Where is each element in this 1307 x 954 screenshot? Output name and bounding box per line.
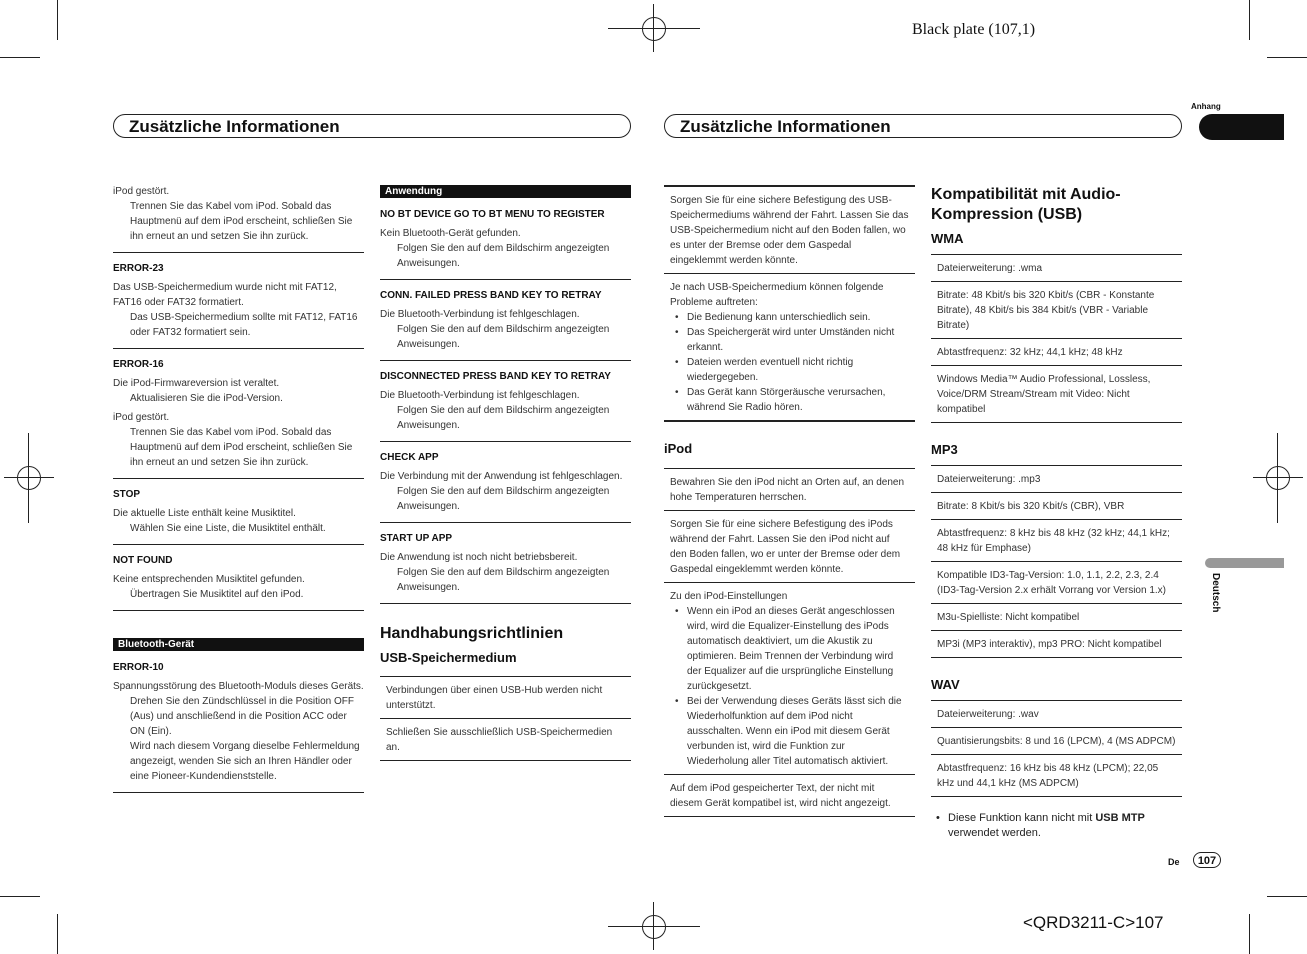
mp3-spec: Kompatible ID3-Tag-Version: 1.0, 1.1, 2.2, 2.3, 2.4 (ID3-Tag-Version 2.x erhält Vorrang vor Version 1.x) <box>931 561 1182 603</box>
error-fix: Folgen Sie den auf dem Bildschirm angezeigten Anweisungen. <box>397 324 610 350</box>
registration-line <box>608 28 700 29</box>
wav-spec: Quantisierungsbits: 8 und 16 (LPCM), 4 (MS ADPCM) <box>931 727 1182 754</box>
compat-heading: Kompatibilität mit Audio-Kompression (USB) <box>931 186 1121 223</box>
error-cause: Keine entsprechenden Musiktitel gefunden. <box>113 574 305 585</box>
registration-mark-right <box>1266 466 1290 490</box>
error-fix: Folgen Sie den auf dem Bildschirm angezeigten Anweisungen. <box>397 243 610 269</box>
usb-note: Sorgen Sie für eine sichere Befestigung des USB-Speichermediums während der Fahrt. Lassen Sie das USB-Speichermedium nicht auf den Boden fallen, wo es unter der Bremse oder dem Gaspedal eingeklemmt werden könnte. <box>664 185 915 273</box>
crop-mark <box>57 0 58 40</box>
error-title: ERROR-10 <box>113 662 164 673</box>
ipod-note: Auf dem iPod gespeicherter Text, der nicht mit diesem Gerät kompatibel ist, wird nicht angezeigt. <box>664 774 915 816</box>
crop-mark <box>57 914 58 954</box>
error-cause: Die iPod-Firmwareversion ist veraltet. <box>113 378 280 389</box>
registration-mark-bottom <box>642 915 666 939</box>
bullet-item: • Das Gerät kann Störgeräusche verursachen, während Sie Radio hören. <box>670 385 909 415</box>
crop-mark <box>0 57 40 58</box>
bullet-item: • Dateien werden eventuell nicht richtig wiedergegeben. <box>670 355 909 385</box>
usb-heading: USB-Speichermedium <box>380 650 517 665</box>
mp3-spec: MP3i (MP3 interaktiv), mp3 PRO: Nicht kompatibel <box>931 630 1182 657</box>
crop-mark <box>1267 57 1307 58</box>
mp3-spec: Bitrate: 8 Kbit/s bis 320 Kbit/s (CBR), VBR <box>931 492 1182 519</box>
language-tab <box>1205 558 1284 568</box>
crop-mark <box>1249 914 1250 954</box>
error-fix: Aktualisieren Sie die iPod-Version. <box>130 393 283 404</box>
error-title: NOT FOUND <box>113 555 173 566</box>
section-bar-anwendung: Anwendung <box>380 185 631 198</box>
error-fix: Wählen Sie eine Liste, die Musiktitel enthält. <box>130 523 326 534</box>
wma-heading: WMA <box>931 231 964 246</box>
column-3 <box>664 185 915 817</box>
usb-note: Verbindungen über einen USB-Hub werden nicht unterstützt. <box>380 676 631 718</box>
registration-mark-top <box>642 17 666 41</box>
error-fix: Das USB-Speichermedium sollte mit FAT12, FAT16 oder FAT32 formatiert sein. <box>130 312 358 338</box>
bullet-item: • Das Speichergerät wird unter Umständen nicht erkannt. <box>670 325 909 355</box>
registration-line <box>1277 433 1278 523</box>
mp3-spec: M3u-Spielliste: Nicht kompatibel <box>931 603 1182 630</box>
section-header-right: Zusätzliche Informationen <box>664 114 1182 138</box>
error-cause: Das USB-Speichermedium wurde nicht mit FAT12, FAT16 oder FAT32 formatiert. <box>113 282 337 308</box>
bullet-item: • Die Bedienung kann unterschiedlich sein. <box>670 310 909 325</box>
ipod-note: Bewahren Sie den iPod nicht an Orten auf, an denen hohe Temperaturen herrschen. <box>664 468 915 510</box>
anhang-label: Anhang <box>1191 102 1221 111</box>
error-title: ERROR-23 <box>113 263 164 274</box>
crop-mark <box>0 896 40 897</box>
column-4 <box>931 185 1182 841</box>
error-title: CHECK APP <box>380 452 439 463</box>
error-fix: Trennen Sie das Kabel vom iPod. Sobald das Hauptmenü auf dem iPod erscheint, schließen Sie ihn erneut an und setzen Sie ihn zurück. <box>130 201 353 242</box>
error-fix: Trennen Sie das Kabel vom iPod. Sobald das Hauptmenü auf dem iPod erscheint, schließen Sie ihn erneut an und setzen Sie ihn zurück. <box>130 427 353 468</box>
language-label: Deutsch <box>1210 573 1221 613</box>
document-code: <QRD3211-C>107 <box>1023 913 1164 932</box>
ipod-settings-intro: Zu den iPod-Einstellungen <box>670 591 788 602</box>
registration-line <box>4 477 54 478</box>
wav-heading: WAV <box>931 677 960 692</box>
error-cause: Die aktuelle Liste enthält keine Musiktitel. <box>113 508 296 519</box>
error-cause: Die Bluetooth-Verbindung ist fehlgeschlagen. <box>380 390 580 401</box>
mtp-note <box>931 811 1182 841</box>
error-fix: Drehen Sie den Zündschlüssel in die Position OFF (Aus) und anschließend in die Position ACC oder ON (Ein). <box>130 696 355 737</box>
error-fix: Folgen Sie den auf dem Bildschirm angezeigten Anweisungen. <box>397 486 610 512</box>
mtp-note-text: Diese Funktion kann nicht mit <box>948 812 1096 824</box>
error-cause: Kein Bluetooth-Gerät gefunden. <box>380 228 521 239</box>
error-title: NO BT DEVICE GO TO BT MENU TO REGISTER <box>380 209 605 220</box>
usb-problems-intro: Je nach USB-Speichermedium können folgende Probleme auftreten: <box>670 282 884 308</box>
crop-mark <box>1249 0 1250 40</box>
error-title: START UP APP <box>380 533 453 544</box>
mp3-spec: Dateierweiterung: .mp3 <box>931 465 1182 492</box>
wav-spec: Abtastfrequenz: 16 kHz bis 48 kHz (LPCM); 22,05 kHz und 44,1 kHz (MS ADPCM) <box>931 754 1182 796</box>
section-bar-bluetooth: Bluetooth-Gerät <box>113 638 364 651</box>
ipod-note: Sorgen Sie für eine sichere Befestigung des iPods während der Fahrt. Lassen Sie den iPod nicht auf den Boden fallen, wo er unter der Bremse oder dem Gaspedal eingeklemmt werden könnte. <box>664 510 915 582</box>
error-title: DISCONNECTED PRESS BAND KEY TO RETRAY <box>380 371 611 382</box>
page-number: 107 <box>1193 852 1221 868</box>
registration-line <box>608 926 700 927</box>
column-1 <box>113 184 364 793</box>
wma-spec: Windows Media™ Audio Professional, Lossless, Voice/DRM Stream/Stream mit Video: Nicht kompatibel <box>931 365 1182 422</box>
error-title: STOP <box>113 489 141 500</box>
mtp-note-text: verwendet werden. <box>948 827 1041 839</box>
error-fix: Wird nach diesem Vorgang dieselbe Fehlermeldung angezeigt, wenden Sie sich an Ihren Händler oder eine Pioneer-Kundendienststelle. <box>130 741 360 782</box>
error-cause: Die Verbindung mit der Anwendung ist fehlgeschlagen. <box>380 471 623 482</box>
error-cause: iPod gestört. <box>113 412 170 423</box>
mp3-heading: MP3 <box>931 442 958 457</box>
section-header-left: Zusätzliche Informationen <box>113 114 631 138</box>
error-cause: Spannungsstörung des Bluetooth-Moduls dieses Geräts. <box>113 681 364 692</box>
handling-heading: Handhabungsrichtlinien <box>380 625 564 642</box>
error-cause: iPod gestört. <box>113 186 170 197</box>
mp3-spec: Abtastfrequenz: 8 kHz bis 48 kHz (32 kHz; 44,1 kHz; 48 kHz für Emphase) <box>931 519 1182 561</box>
registration-line <box>28 433 29 523</box>
error-title: CONN. FAILED PRESS BAND KEY TO RETRAY <box>380 290 602 301</box>
wma-spec: Abtastfrequenz: 32 kHz; 44,1 kHz; 48 kHz <box>931 338 1182 365</box>
column-2 <box>380 185 631 761</box>
usb-problems <box>664 273 915 420</box>
bullet-item: • Bei der Verwendung dieses Geräts lässt sich die Wiederholfunktion auf dem iPod nicht ausschalten. Wenn ein iPod mit diesem Gerät verbunden ist, wird die Funktion zur Wiederholung aller Titel automatisch aktiviert. <box>670 694 909 769</box>
bullet-item: • Wenn ein iPod an dieses Gerät angeschlossen wird, wird die Equalizer-Einstellung des iPods automatisch deaktiviert, um die Akustik zu optimieren. Beim Trennen der Verbindung wird der Equalizer auf die ursprüngliche Einstellung zurückgesetzt. <box>670 604 909 694</box>
plate-label: Black plate (107,1) <box>912 21 1036 38</box>
error-fix: Folgen Sie den auf dem Bildschirm angezeigten Anweisungen. <box>397 405 610 431</box>
registration-line <box>1253 477 1303 478</box>
error-cause: Die Bluetooth-Verbindung ist fehlgeschlagen. <box>380 309 580 320</box>
wma-spec: Dateierweiterung: .wma <box>931 254 1182 281</box>
error-fix: Folgen Sie den auf dem Bildschirm angezeigten Anweisungen. <box>397 567 610 593</box>
chapter-tab <box>1199 114 1284 140</box>
language-code: De <box>1168 857 1180 867</box>
mtp-note-bold: USB MTP <box>1095 812 1145 824</box>
ipod-settings <box>664 582 915 774</box>
crop-mark <box>1267 896 1307 897</box>
error-fix: Übertragen Sie Musiktitel auf den iPod. <box>130 589 304 600</box>
error-cause: Die Anwendung ist noch nicht betriebsbereit. <box>380 552 578 563</box>
wav-spec: Dateierweiterung: .wav <box>931 700 1182 727</box>
registration-mark-left <box>17 466 41 490</box>
error-title: ERROR-16 <box>113 359 164 370</box>
usb-note: Schließen Sie ausschließlich USB-Speichermedien an. <box>380 718 631 760</box>
ipod-heading: iPod <box>664 441 693 456</box>
wma-spec: Bitrate: 48 Kbit/s bis 320 Kbit/s (CBR - Konstante Bitrate), 48 Kbit/s bis 384 Kbit/s (VBR - Variable Bitrate) <box>931 281 1182 338</box>
